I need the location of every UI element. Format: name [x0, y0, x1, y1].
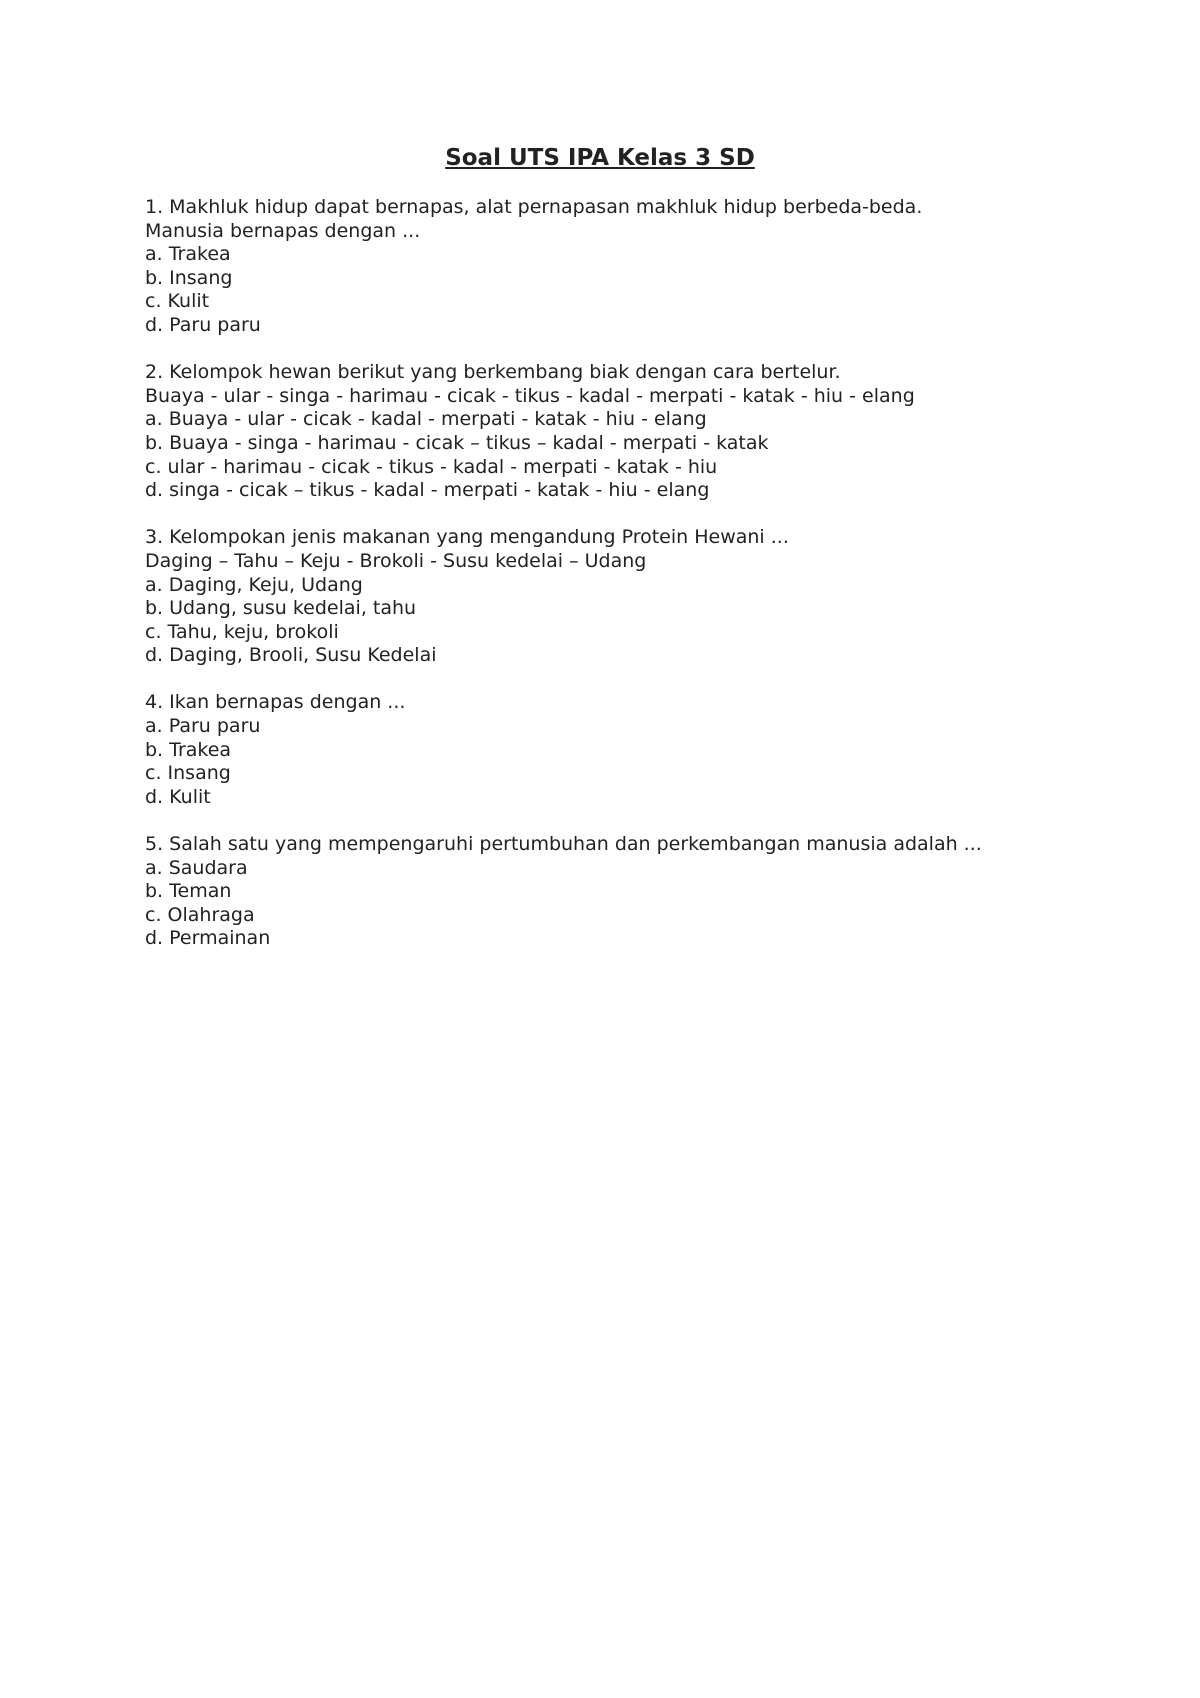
- answer-option: c. Kulit: [145, 290, 210, 313]
- answer-option: b. Udang, susu kedelai, tahu: [145, 597, 417, 620]
- question-text: 4. Ikan bernapas dengan ...: [145, 691, 406, 714]
- question-text: 5. Salah satu yang mempengaruhi pertumbuhan dan perkembangan manusia adalah ...: [145, 833, 982, 856]
- answer-option: d. Paru paru: [145, 313, 261, 336]
- page-title: Soal UTS IPA Kelas 3 SD: [445, 145, 755, 171]
- question-1: [145, 196, 1105, 338]
- answer-option: b. Buaya - singa - harimau - cicak – tikus – kadal - merpati - katak: [145, 431, 769, 454]
- answer-option: a. Saudara: [145, 856, 248, 879]
- answer-option: d. Daging, Brooli, Susu Kedelai: [145, 644, 437, 667]
- answer-option: a. Trakea: [145, 243, 231, 266]
- answer-option: c. Tahu, keju, brokoli: [145, 620, 339, 643]
- answer-option: a. Buaya - ular - cicak - kadal - merpati - katak - hiu - elang: [145, 408, 707, 431]
- answer-option: b. Teman: [145, 880, 232, 903]
- answer-option: c. ular - harimau - cicak - tikus - kadal - merpati - katak - hiu: [145, 455, 718, 478]
- question-text: 1. Makhluk hidup dapat bernapas, alat pernapasan makhluk hidup berbeda-beda.: [145, 196, 923, 218]
- answer-option: b. Trakea: [145, 738, 232, 761]
- question-text: Daging – Tahu – Keju - Brokoli - Susu kedelai – Udang: [145, 549, 647, 572]
- answer-option: d. singa - cicak – tikus - kadal - merpati - katak - hiu - elang: [145, 479, 710, 502]
- answer-option: a. Paru paru: [145, 715, 261, 738]
- question-list: [145, 196, 1105, 975]
- question-text: 2. Kelompok hewan berikut yang berkembang biak dengan cara bertelur.: [145, 361, 841, 384]
- answer-option: d. Kulit: [145, 785, 211, 808]
- question-2: [145, 361, 1105, 503]
- question-text: Buaya - ular - singa - harimau - cicak - tikus - kadal - merpati - katak - hiu - elang: [145, 384, 915, 407]
- question-5: [145, 833, 1105, 951]
- answer-option: c. Olahraga: [145, 903, 255, 926]
- question-text: 3. Kelompokan jenis makanan yang mengandung Protein Hewani ...: [145, 526, 789, 549]
- question-text: Manusia bernapas dengan ...: [145, 219, 421, 242]
- question-3: [145, 526, 1105, 668]
- answer-option: b. Insang: [145, 266, 233, 289]
- answer-option: a. Daging, Keju, Udang: [145, 573, 363, 596]
- question-4: [145, 691, 1105, 809]
- answer-option: d. Permainan: [145, 927, 271, 950]
- answer-option: c. Insang: [145, 762, 231, 785]
